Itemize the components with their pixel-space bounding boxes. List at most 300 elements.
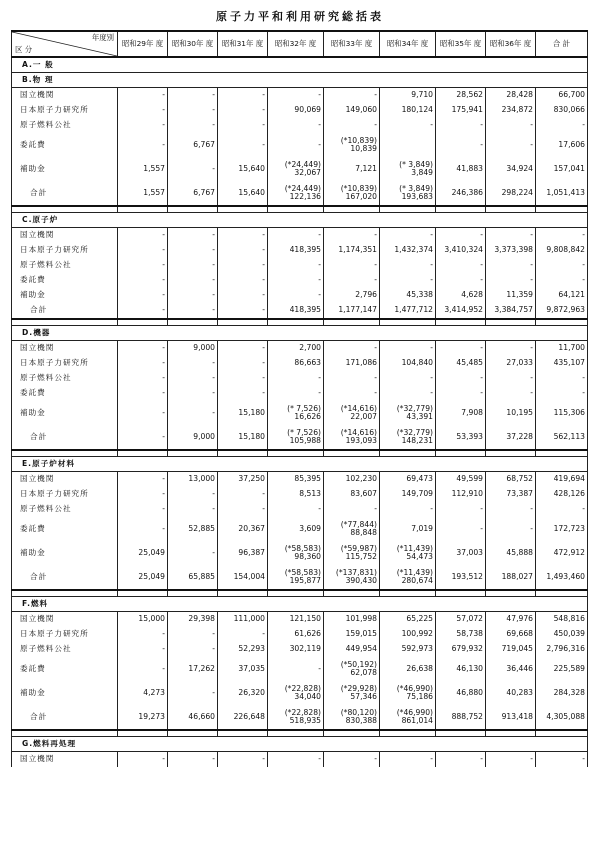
value-cell — [268, 401, 324, 425]
value-cell — [486, 181, 536, 206]
value-cell — [436, 425, 486, 450]
value-cell: - — [324, 273, 380, 288]
value-cell: - — [486, 386, 536, 401]
row-label: 委託費 — [12, 273, 118, 288]
value-cell: - — [536, 228, 588, 244]
value-cell — [324, 401, 380, 425]
value-cell: - — [168, 258, 218, 273]
value-line-2: 22,007 — [350, 412, 377, 421]
value-cell: 9,000 — [168, 341, 218, 357]
value-cell: - — [324, 118, 380, 133]
value-cell: - — [218, 273, 268, 288]
header-year: 昭和35年 度 — [436, 31, 486, 57]
value-cell: 66,700 — [536, 88, 588, 104]
value-line-1: - — [212, 163, 215, 173]
header-row — [12, 31, 588, 57]
value-cell — [380, 133, 436, 157]
value-cell — [436, 657, 486, 681]
value-cell: - — [268, 288, 324, 303]
value-cell: - — [380, 386, 436, 401]
value-cell — [380, 541, 436, 565]
value-line-1: (*46,990) — [396, 707, 433, 717]
value-cell: - — [380, 752, 436, 768]
value-line-2: 43,391 — [406, 412, 433, 421]
value-cell — [324, 425, 380, 450]
value-line-1: - — [212, 687, 215, 697]
value-cell: - — [218, 487, 268, 502]
value-cell — [380, 705, 436, 730]
value-cell: 27,033 — [486, 356, 536, 371]
value-cell: 1,177,147 — [324, 303, 380, 319]
row-label: 委託費 — [12, 133, 118, 157]
row-label: 合計 — [12, 181, 118, 206]
value-cell: - — [436, 371, 486, 386]
value-cell: - — [118, 88, 168, 104]
value-cell — [168, 517, 218, 541]
value-cell: 419,694 — [536, 472, 588, 488]
value-cell — [118, 541, 168, 565]
value-cell: - — [118, 103, 168, 118]
value-line-1: (*24,449) — [284, 159, 321, 169]
value-cell — [486, 517, 536, 541]
value-cell — [486, 401, 536, 425]
value-cell — [268, 133, 324, 157]
value-cell: - — [168, 487, 218, 502]
value-cell: - — [168, 243, 218, 258]
value-cell: - — [486, 258, 536, 273]
header-corner-top: 年度別 — [91, 33, 114, 42]
value-cell: - — [168, 288, 218, 303]
value-line-1: 9,000 — [193, 431, 215, 441]
value-line-1: 188,027 — [501, 571, 533, 581]
row-label: 補助金 — [12, 157, 118, 181]
value-cell: - — [218, 303, 268, 319]
value-cell: - — [118, 642, 168, 657]
value-cell — [436, 705, 486, 730]
table-row — [12, 612, 588, 628]
value-line-2: 193,683 — [401, 192, 433, 201]
value-cell: - — [268, 502, 324, 517]
value-line-1: 4,273 — [143, 687, 165, 697]
value-cell — [268, 425, 324, 450]
value-cell: - — [118, 487, 168, 502]
table-row — [12, 657, 588, 681]
value-cell: 3,384,757 — [486, 303, 536, 319]
value-cell: - — [218, 258, 268, 273]
value-cell: - — [118, 627, 168, 642]
value-cell — [486, 133, 536, 157]
value-cell — [168, 681, 218, 705]
value-line-1: 298,224 — [501, 187, 533, 197]
value-line-1: 41,883 — [456, 163, 483, 173]
value-cell: - — [118, 303, 168, 319]
value-cell: - — [168, 642, 218, 657]
value-cell: - — [436, 118, 486, 133]
value-cell: 8,513 — [268, 487, 324, 502]
value-cell — [436, 133, 486, 157]
value-line-1: 15,640 — [238, 163, 265, 173]
value-cell — [118, 181, 168, 206]
value-cell: - — [486, 371, 536, 386]
table-row — [12, 341, 588, 357]
value-cell: - — [436, 502, 486, 517]
value-line-1: - — [162, 431, 165, 441]
value-line-1: (*59,987) — [340, 543, 377, 553]
value-cell — [486, 157, 536, 181]
value-cell: - — [168, 386, 218, 401]
table-row — [12, 356, 588, 371]
value-cell: - — [168, 103, 218, 118]
value-cell — [268, 657, 324, 681]
table-row — [12, 386, 588, 401]
section-title: C.原子炉 — [12, 213, 588, 228]
value-cell: 234,872 — [486, 103, 536, 118]
value-cell — [536, 681, 588, 705]
value-line-1: 562,113 — [553, 431, 585, 441]
value-line-1: 10,195 — [506, 407, 533, 417]
value-cell: - — [436, 258, 486, 273]
value-line-1: (*11,439) — [396, 543, 433, 553]
value-cell: - — [486, 273, 536, 288]
value-cell: - — [324, 88, 380, 104]
value-cell: 450,039 — [536, 627, 588, 642]
value-line-1: 226,648 — [233, 711, 265, 721]
value-cell: 2,796,316 — [536, 642, 588, 657]
header-year: 昭和30年 度 — [168, 31, 218, 57]
value-cell: - — [218, 88, 268, 104]
value-cell — [536, 705, 588, 730]
value-cell — [118, 401, 168, 425]
value-cell — [436, 401, 486, 425]
value-cell — [118, 657, 168, 681]
value-cell: 65,225 — [380, 612, 436, 628]
value-cell: 679,932 — [436, 642, 486, 657]
value-cell: - — [380, 502, 436, 517]
row-label: 補助金 — [12, 541, 118, 565]
value-cell: - — [168, 356, 218, 371]
table-row — [12, 157, 588, 181]
value-cell: - — [218, 243, 268, 258]
value-cell — [486, 541, 536, 565]
value-cell: - — [268, 371, 324, 386]
value-line-1: 154,004 — [233, 571, 265, 581]
value-line-1: - — [162, 407, 165, 417]
value-line-1: 45,888 — [506, 547, 533, 557]
value-cell: - — [118, 502, 168, 517]
value-cell: - — [118, 386, 168, 401]
value-line-2: 390,430 — [345, 576, 377, 585]
value-cell: 830,066 — [536, 103, 588, 118]
section-header-row — [12, 326, 588, 341]
value-line-1: (*58,583) — [284, 567, 321, 577]
value-cell — [268, 157, 324, 181]
value-line-1: - — [318, 139, 321, 149]
value-cell — [380, 157, 436, 181]
value-cell — [118, 157, 168, 181]
table-row — [12, 228, 588, 244]
value-cell: - — [118, 228, 168, 244]
value-cell — [218, 657, 268, 681]
value-line-1: 36,446 — [506, 663, 533, 673]
row-label: 委託費 — [12, 386, 118, 401]
table-row — [12, 752, 588, 768]
value-line-1: 7,121 — [355, 163, 377, 173]
value-cell: - — [380, 118, 436, 133]
value-line-1: 52,885 — [188, 523, 215, 533]
value-cell: 45,485 — [436, 356, 486, 371]
value-line-1: 7,019 — [411, 523, 433, 533]
value-line-1: 46,660 — [188, 711, 215, 721]
value-cell — [324, 181, 380, 206]
value-line-1: 193,512 — [451, 571, 483, 581]
value-cell: 49,599 — [436, 472, 486, 488]
value-cell: 548,816 — [536, 612, 588, 628]
value-cell: - — [380, 258, 436, 273]
value-cell — [118, 133, 168, 157]
section-title: B.物 理 — [12, 73, 588, 88]
value-cell — [268, 517, 324, 541]
value-cell: 3,373,398 — [486, 243, 536, 258]
value-cell: - — [324, 258, 380, 273]
value-line-1: 25,049 — [138, 547, 165, 557]
value-line-1: (* 7,526) — [287, 427, 321, 437]
row-label: 原子燃料公社 — [12, 371, 118, 386]
table-row — [12, 88, 588, 104]
value-cell — [486, 425, 536, 450]
section-title: G.燃料再処理 — [12, 737, 588, 752]
value-cell: 3,410,324 — [436, 243, 486, 258]
header-year: 昭和33年 度 — [324, 31, 380, 57]
row-label: 合計 — [12, 303, 118, 319]
value-cell — [168, 133, 218, 157]
value-cell: - — [118, 288, 168, 303]
value-cell: 68,752 — [486, 472, 536, 488]
value-cell — [436, 181, 486, 206]
section-header-row — [12, 457, 588, 472]
value-cell: - — [324, 752, 380, 768]
row-label: 原子燃料公社 — [12, 118, 118, 133]
value-cell: - — [168, 371, 218, 386]
value-cell — [268, 181, 324, 206]
value-line-1: (*77,844) — [340, 519, 377, 529]
row-label: 国立機関 — [12, 612, 118, 628]
value-cell: 85,395 — [268, 472, 324, 488]
value-cell: - — [486, 341, 536, 357]
value-cell: 61,626 — [268, 627, 324, 642]
value-cell: - — [118, 341, 168, 357]
row-label: 日本原子力研究所 — [12, 487, 118, 502]
value-cell — [218, 541, 268, 565]
value-line-2: 75,186 — [406, 692, 433, 701]
table-row — [12, 681, 588, 705]
table-row — [12, 243, 588, 258]
value-cell: 719,045 — [486, 642, 536, 657]
value-line-1: 40,283 — [506, 687, 533, 697]
value-cell: - — [436, 752, 486, 768]
value-cell: 1,432,374 — [380, 243, 436, 258]
value-cell — [218, 705, 268, 730]
value-cell: - — [168, 88, 218, 104]
value-cell — [218, 133, 268, 157]
table-row — [12, 517, 588, 541]
value-line-2: 57,346 — [350, 692, 377, 701]
value-line-2: 122,136 — [289, 192, 321, 201]
value-cell — [380, 657, 436, 681]
value-cell: - — [268, 258, 324, 273]
value-cell: 58,738 — [436, 627, 486, 642]
row-label: 国立機関 — [12, 752, 118, 768]
value-cell: - — [268, 88, 324, 104]
value-cell: - — [218, 371, 268, 386]
value-cell: 428,126 — [536, 487, 588, 502]
total-row — [12, 425, 588, 450]
table-row — [12, 258, 588, 273]
research-summary-table — [11, 30, 588, 767]
value-cell — [218, 681, 268, 705]
row-label: 国立機関 — [12, 341, 118, 357]
value-cell — [324, 133, 380, 157]
value-cell: 57,072 — [436, 612, 486, 628]
value-cell — [218, 401, 268, 425]
value-line-2: 105,988 — [289, 436, 321, 445]
value-cell — [486, 657, 536, 681]
table-row — [12, 288, 588, 303]
value-cell: - — [168, 228, 218, 244]
value-cell — [324, 157, 380, 181]
value-cell: - — [536, 752, 588, 768]
value-line-2: 167,020 — [345, 192, 377, 201]
value-cell: - — [324, 502, 380, 517]
value-cell — [536, 517, 588, 541]
value-line-2: 62,078 — [350, 668, 377, 677]
value-cell: 29,398 — [168, 612, 218, 628]
row-label: 原子燃料公社 — [12, 642, 118, 657]
value-line-1: (*22,828) — [284, 683, 321, 693]
value-cell — [168, 541, 218, 565]
value-cell — [218, 517, 268, 541]
value-cell: - — [268, 228, 324, 244]
value-cell: - — [486, 228, 536, 244]
value-line-1: (*24,449) — [284, 183, 321, 193]
value-cell: - — [486, 118, 536, 133]
value-line-2: 88,848 — [350, 528, 377, 537]
value-cell: - — [268, 386, 324, 401]
value-cell: 159,015 — [324, 627, 380, 642]
value-cell: - — [380, 341, 436, 357]
value-cell: 2,700 — [268, 341, 324, 357]
value-cell: 112,910 — [436, 487, 486, 502]
value-line-1: (* 3,849) — [399, 159, 433, 169]
value-cell — [268, 705, 324, 730]
section-title: E.原子炉材料 — [12, 457, 588, 472]
value-line-1: 15,640 — [238, 187, 265, 197]
section-title: D.機器 — [12, 326, 588, 341]
value-cell: - — [218, 228, 268, 244]
value-cell: - — [168, 273, 218, 288]
value-cell — [168, 157, 218, 181]
value-cell — [380, 517, 436, 541]
value-cell: 302,119 — [268, 642, 324, 657]
value-cell — [536, 157, 588, 181]
value-cell — [218, 157, 268, 181]
value-cell: 28,428 — [486, 88, 536, 104]
value-line-2: 34,040 — [294, 692, 321, 701]
value-cell — [218, 425, 268, 450]
table-body — [12, 57, 588, 767]
value-cell: 104,840 — [380, 356, 436, 371]
value-cell — [436, 157, 486, 181]
value-line-1: 3,609 — [299, 523, 321, 533]
value-cell: - — [324, 228, 380, 244]
value-cell: - — [218, 288, 268, 303]
row-label: 原子燃料公社 — [12, 258, 118, 273]
row-label: 合計 — [12, 425, 118, 450]
value-cell — [324, 565, 380, 590]
value-cell: - — [536, 386, 588, 401]
value-line-1: 1,557 — [143, 187, 165, 197]
value-cell: 171,086 — [324, 356, 380, 371]
value-cell: - — [536, 258, 588, 273]
value-line-2: 518,935 — [289, 716, 321, 725]
value-cell: 45,338 — [380, 288, 436, 303]
value-cell: 15,000 — [118, 612, 168, 628]
value-cell — [380, 425, 436, 450]
value-cell — [268, 565, 324, 590]
value-line-1: 246,386 — [451, 187, 483, 197]
section-header-row — [12, 737, 588, 752]
value-cell: - — [218, 341, 268, 357]
header-year: 昭和34年 度 — [380, 31, 436, 57]
value-line-1: 26,320 — [238, 687, 265, 697]
header-corner-bottom: 区 分 — [15, 45, 33, 55]
value-line-2: 54,473 — [406, 552, 433, 561]
value-cell: 121,150 — [268, 612, 324, 628]
value-line-1: 26,638 — [406, 663, 433, 673]
value-cell: 418,395 — [268, 243, 324, 258]
value-line-2: 3,849 — [411, 168, 433, 177]
value-cell: - — [218, 103, 268, 118]
value-cell — [436, 565, 486, 590]
value-cell — [168, 181, 218, 206]
value-cell: 449,954 — [324, 642, 380, 657]
value-cell: 28,562 — [436, 88, 486, 104]
value-cell: - — [118, 472, 168, 488]
value-line-1: 46,130 — [456, 663, 483, 673]
header-year: 昭和32年 度 — [268, 31, 324, 57]
value-line-1: 4,305,088 — [546, 711, 585, 721]
value-cell: - — [268, 118, 324, 133]
row-label: 委託費 — [12, 517, 118, 541]
value-line-1: 1,557 — [143, 163, 165, 173]
value-line-1: (*10,839) — [340, 135, 377, 145]
value-cell — [536, 181, 588, 206]
value-line-2: 32,067 — [294, 168, 321, 177]
value-cell: - — [324, 371, 380, 386]
value-line-1: 115,306 — [553, 407, 585, 417]
value-cell — [486, 565, 536, 590]
value-cell: 180,124 — [380, 103, 436, 118]
row-label: 原子燃料公社 — [12, 502, 118, 517]
value-cell: 101,998 — [324, 612, 380, 628]
value-cell — [268, 541, 324, 565]
value-cell: - — [436, 273, 486, 288]
value-line-1: - — [480, 139, 483, 149]
value-cell — [168, 401, 218, 425]
value-cell: 149,709 — [380, 487, 436, 502]
value-cell — [168, 565, 218, 590]
value-line-1: 888,752 — [451, 711, 483, 721]
value-cell: 435,107 — [536, 356, 588, 371]
